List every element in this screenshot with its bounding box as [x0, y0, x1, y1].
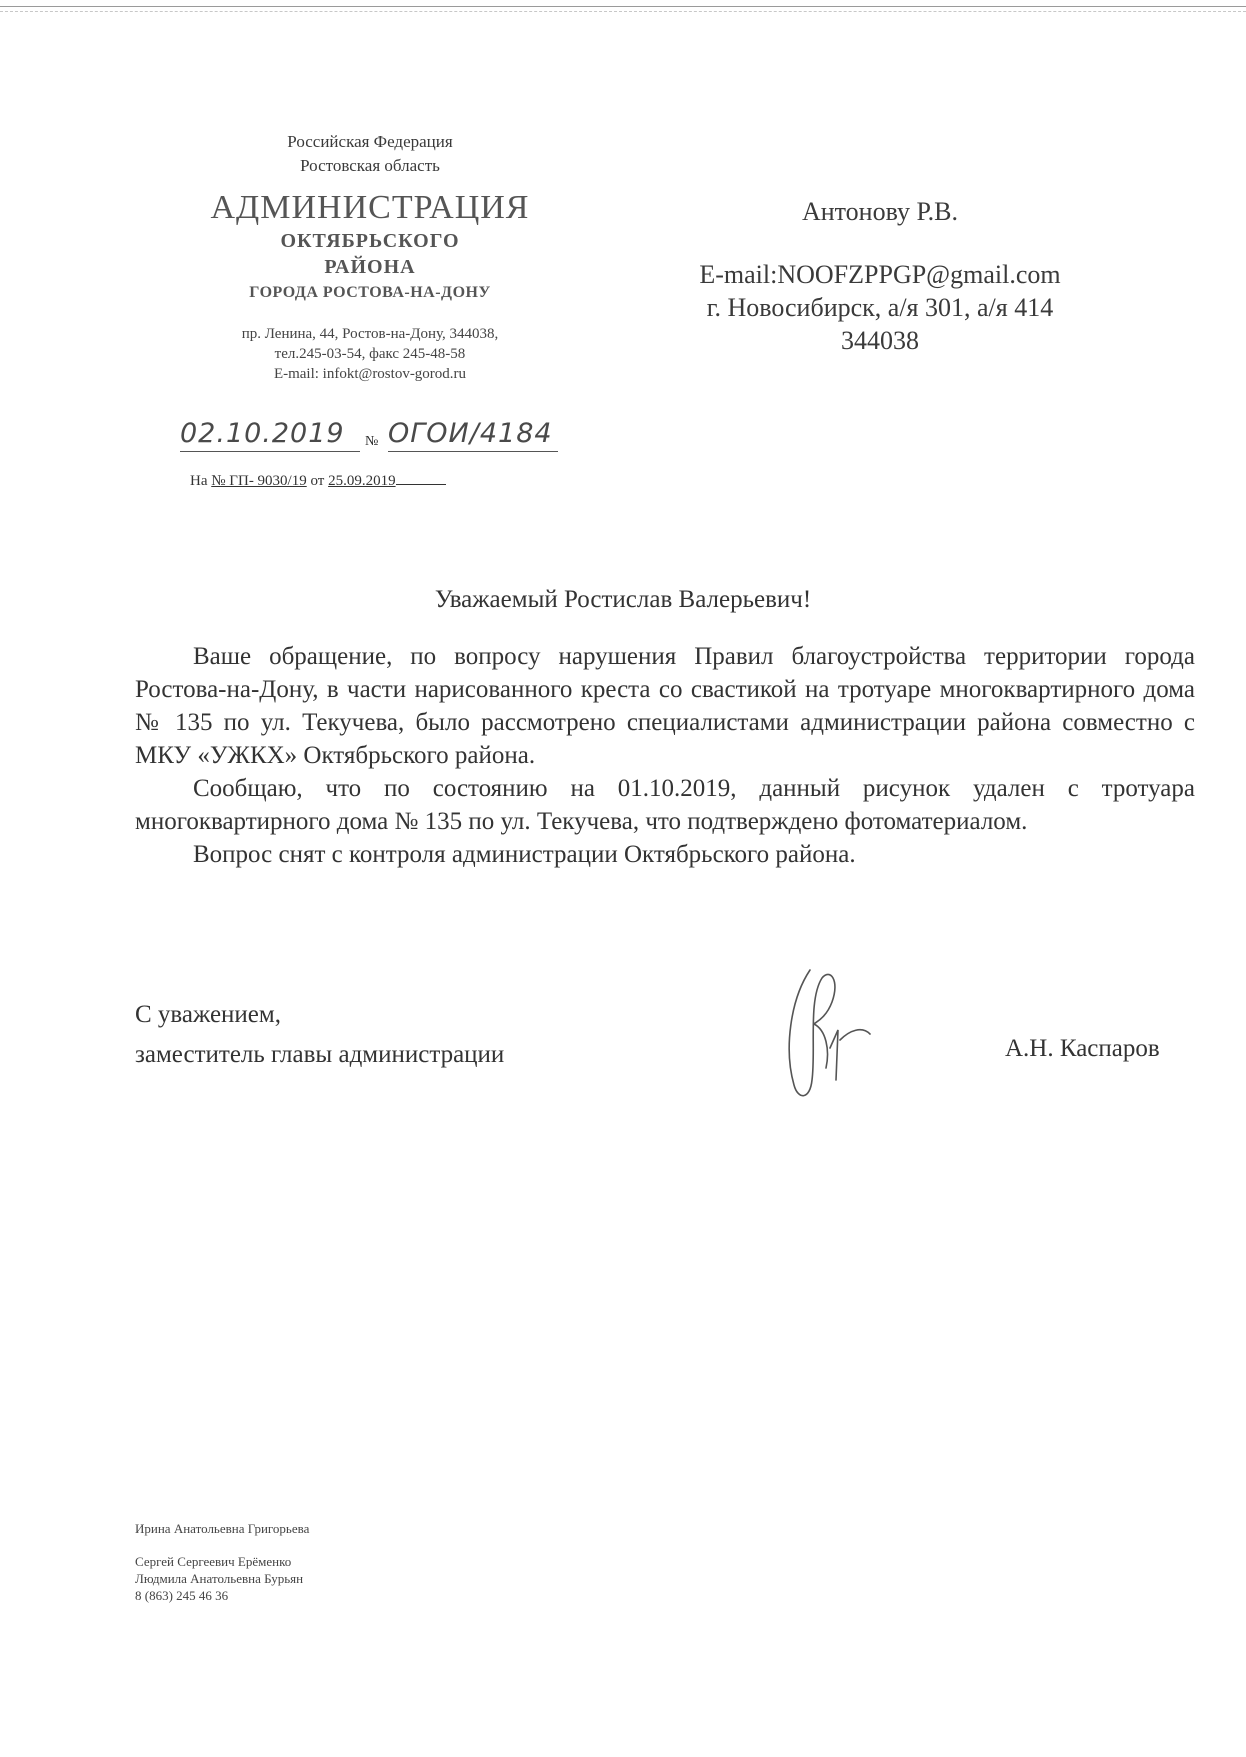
- addressee-postcode: 344038: [841, 326, 919, 355]
- closing-position: заместитель главы администрации: [135, 1041, 505, 1068]
- signer-name: А.Н. Каспаров: [1005, 1035, 1160, 1062]
- footer-contact: Ирина Анатольевна Григорьева: [135, 1521, 310, 1536]
- letterhead: [170, 130, 570, 384]
- closing-regards: С уважением,: [135, 1001, 281, 1028]
- reference-from: от: [310, 473, 325, 489]
- registration-number-sign: №: [365, 434, 379, 449]
- registration-number: ОГОИ/4184: [388, 418, 558, 452]
- letterhead-address: пр. Ленина, 44, Ростов-на-Дону, 344038,: [241, 326, 499, 342]
- addressee-email: E-mail:NOOFZPPGP@gmail.com: [699, 260, 1061, 289]
- reference-underline: [396, 484, 446, 485]
- handwritten-signature: [770, 960, 880, 1110]
- letterhead-district-line2: РАЙОНА: [324, 256, 416, 278]
- addressee-address: г. Новосибирск, а/я 301, а/я 414: [706, 293, 1054, 322]
- footer-contacts: [135, 1520, 309, 1604]
- letterhead-phones: тел.245-03-54, факс 245-48-58: [274, 346, 466, 362]
- reference-prefix: На: [190, 473, 208, 489]
- paragraph: Ваше обращение, по вопросу нарушения Правил благоустройства территории города Ростова-на-Дону, в части нарисованного креста со свастикой на тротуаре многоквартирного дома № 135 по ул. Текучева, было рассмотрено специалистами администрации района совместно с МКУ «УЖКХ» Октябрьского района.: [135, 643, 1195, 769]
- letterhead-region: Ростовская область: [300, 156, 440, 175]
- paragraph: Вопрос снят с контроля администрации Октябрьского района.: [193, 841, 856, 868]
- letterhead-email: E-mail: infokt@rostov-gorod.ru: [273, 366, 467, 382]
- letterhead-district-line1: ОКТЯБРЬСКОГО: [280, 230, 460, 252]
- addressee: [640, 195, 1120, 357]
- letterhead-title: АДМИНИСТРАЦИЯ: [210, 189, 530, 226]
- registration-date: 02.10.2019: [180, 418, 360, 452]
- footer-contact: Людмила Анатольевна Бурьян: [135, 1571, 304, 1586]
- registration-line: [180, 418, 560, 458]
- addressee-name: Антонову Р.В.: [801, 197, 959, 226]
- reference-number: № ГП- 9030/19: [211, 473, 307, 489]
- salutation: Уважаемый Ростислав Валерьевич!: [434, 586, 812, 613]
- closing: [135, 995, 504, 1075]
- reference-date: 25.09.2019: [328, 473, 396, 489]
- reference-line: [190, 473, 570, 490]
- scan-edge-line: [0, 6, 1246, 12]
- footer-phone: 8 (863) 245 46 36: [135, 1588, 229, 1603]
- letter-body: [135, 640, 1195, 871]
- letterhead-city: ГОРОДА РОСТОВА-НА-ДОНУ: [249, 284, 491, 301]
- paragraph: Сообщаю, что по состоянию на 01.10.2019, данный рисунок удален с тротуара многоквартирного дома № 135 по ул. Текучева, что подтверждено фотоматериалом.: [135, 775, 1195, 835]
- footer-contact: Сергей Сергеевич Ерёменко: [135, 1554, 292, 1569]
- letterhead-country: Российская Федерация: [287, 132, 453, 151]
